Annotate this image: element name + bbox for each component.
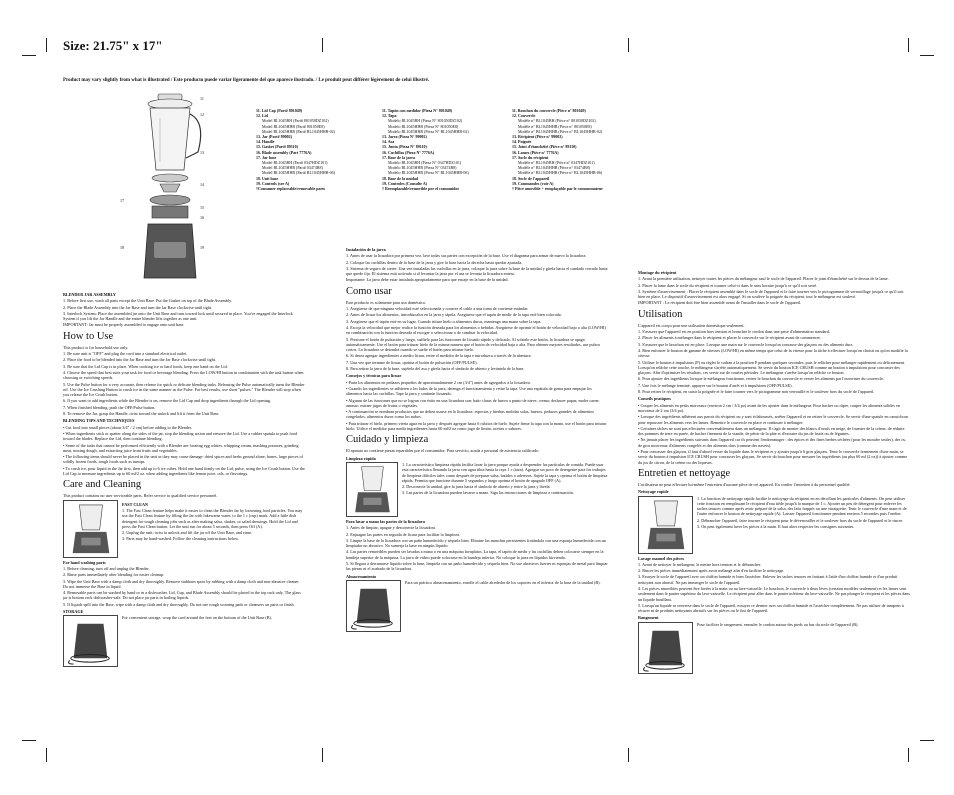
callout-12: 12 [200,112,204,117]
parts-list-line: 12. Couvercle [512,113,536,119]
list-item: • Pour concasser des glaçons, il faut d'abord verser du liquide dans le récipient et y ajouter jusqu'à 6 gros glaçons. Tenir le couvercle fermement d'une main, se servir du bouton à impulsion ICE CRUSH pour concasser les glaçons. Se servir du bouchon pour mesurer les ingrédients (au plus 60 ml (2 oz)) à ajouter comme du jus de citron, de la crème ou des liqueurs. [638,449,908,465]
storage-heading: Rangement [638,615,659,621]
fastclean-heading: Limpieza rápida [346,455,376,461]
section-title: How to Use [63,330,114,342]
callout-16: 16 [200,215,204,220]
list-item: 2. Antes de licuar los alimentos, introdúzcalos en la jarra y tápela. Asegúrese que el tapón de medir de la tapa esté bien colocado. [346,312,562,318]
callout-11: 11 [200,96,204,101]
list-item: • Cuando los ingredientes se adhieren a los lados de la jarra, detenga el funcionamiento y retire la tapa. Use una espátula de goma para empujar los alimentos hacia las cuchillas. Tape la jarra y continúe licuando. [346,385,592,397]
list-item: 1. Antes de usar la licuadora por primera vez, lave todas sus partes con excepción de la base. Use el diagrama para armar de nuevo la licuadora. [346,253,587,259]
parts-list-line: † Pièce amovible + remplaçable par le consommateur [512,186,603,192]
list-item: 2. Place the food to be blended into the Jar Base and turn the Jar Base clockwise until tight. [63,357,217,363]
list-item: 4. Bien enfoncer le bouton de gamme de vitesses (LOW/HI) en même temps que celui de la vitesse pour la tâche à effectuer lorsqu'on choisit ou qu'on modifie la vitesse. [638,347,908,359]
section-title: Entretien et nettoyage [638,467,731,479]
parts-list-line: † Reemplazable/removible por el consumidor [382,186,460,192]
list-item: 6. If you want to add ingredients while the Blender is on, remove the Lid Cap and drop ingredients through the Lid opening. [63,398,272,404]
fastclean-list [402,462,608,517]
crop-mark [46,38,47,52]
list-item: 4. Removable parts can be washed by hand or in a dishwasher. Lid, Cup, and Blade Assembly should be placed in the top rack only. The glass jar is bottom rack dishwasher-safe. Do not place jar parts in boiling liquids. [63,590,301,601]
list-item: • A continuación se nombran productos que no deben usarse en la licuadora: especias y hierbas molidas solas, huesos, pedazos grandes de alimentos congelados, alimentos duros como los nabos. [346,409,594,420]
section-intro: L'appareil est conçu pour une utilisation domestique seulement. [638,322,745,328]
crop-mark [22,740,36,741]
list-item: 7. Une fois le mélange terminé, appuyer sur le bouton d'arrêt et à impulsions (OFF/PULSE). [638,382,793,388]
list-item: 4. Escoja la velocidad que mejor realice la función deseada para los alimentos o bebidas. Asegúrese de oprimir el botón de velocidad bajo o alta (LOW/HI) en combinación con la función deseada al escoger o seleccionar o de cambiar la velocidad. [346,324,606,336]
list-item: 3. Wipe the Unit Base with a damp cloth and dry thoroughly. Remove stubborn spots by rubbing with a damp cloth and non-abrasive cleaner. Do not immerse the Base in liquid. [63,578,300,589]
crop-mark [628,748,629,762]
list-item: 5. Lorsqu'un liquide se renverse dans le socle de l'appareil, essuyer ce dernier avec un chiffon humide et l'assécher complètement. Ne pas utiliser de tampons à récurer ni de produits nettoyants abrasifs sur les pièces ou le fini de l'appareil. [638,602,904,614]
parts-list-line: 14. Poignée [512,139,532,145]
list-item: 3. Essuyer le socle de l'appareil avec un chiffon humide et bien l'assécher. Enlever les taches tenaces en frottant à l'aide d'un chiffon humide et d'un produit nettoyant non abrasif. Ne pas immerger le socle de l'appareil. [638,574,898,585]
parts-list-line: Modèle n° BL1045HHB (Pièce n° BL1045HHB-02) [518,128,603,134]
parts-list-line: 16. Blade assembly (Part 7776A) [256,149,312,155]
assembly-list [63,298,305,327]
list-item: 2. Coloque las cuchillas dentro de la base de la jarra y gire la base hacia la derecha hasta quedar ajustada. [346,259,523,265]
list-item: 8. Pour retirer le récipient, en saisir la poignée et le faire tourner vers le pictogramme non verrouillé et le soulever hors du socle de l'appareil. [638,389,875,395]
section-intro: This product is for household use only. [63,344,129,350]
list-item: 3. On peut également laver les pièces à la main. Il faut alors respecter les consignes suivantes. [697,523,855,529]
fast-clean-illustration [63,500,118,558]
parts-list-line: Model BL1045HHB (Part# 801050E8) [262,123,325,129]
fastclean-heading: FAST CLEAN [122,501,149,507]
parts-list-line: 18. Unit base [256,175,279,181]
parts-list-line: Modèle n° BL1045HHB (Pièce n° 801050E8) [518,123,592,129]
parts-list-line: Modelo BL1045HHB (Pieza N° BL1045HHB-02) [388,128,469,134]
list-item: 2. Place the Blade Assembly into the Jar Base and turn the Jar Base clockwise until tight. [63,304,213,310]
column-english [63,290,305,740]
list-item: Importante: La jarra debe estar instalada apropiadamente para que encaje en la base de la unidad. [346,277,509,283]
list-item: 1. Asegúrese de que ninguna velocidad esté seleccionada y conecte el cable a una toma de corriente estándar. [346,306,529,312]
parts-list-line: 19. Controles (Consulte A) [382,180,428,186]
column-spanish [346,245,608,740]
list-item: 3. Système d'asservissement : Placer le récipient assemblé dans le socle de l'appareil et le faire tourner vers le pictogramme de verrouillage jusqu'à ce qu'il soit bien en place. Le dispositif d'asservissement est alors engagé. Si on soulève la poignée du récipient, tout le mélangeur est soulevé. [638,288,904,300]
list-item: 3. Sistema de seguro de cierre: Una vez instaladas las cuchillas en la jarra, coloque la jarra sobre la base de la unidad y gírela hacia el candado cerrado hasta que quede fija. El sistema está activado si al levantar la jarra por el asa se levanta la licuadora entera. [346,265,608,277]
parts-list-es [382,108,497,191]
crop-mark [322,38,323,52]
section-title: Utilisation [638,308,683,320]
list-item: 2. Débrancher l'appareil, faire tourner le récipient pour le déverrouiller et le soulever hors du socle de l'appareil et le rincer. [697,517,904,523]
crop-mark [920,55,934,56]
crop-mark [628,38,629,52]
list-item: • When ingredients stick or spatter along the sides of the jar, stop the blending action and remove the Lid. Use a rubber spatula to push food toward the blades. Replace the Lid, then continue blending. [63,430,298,442]
list-item: 3. Las partes de la licuadora pueden lavarse a mano. Siga las instrucciones de limpieza a continuación. [402,490,574,496]
handwash-heading: For hand washing parts [63,559,106,565]
list-item: 5. Utiliser le bouton à impulsions (P) ou régler le cadran à la position P pendant quelques secondes, puis le relâcher pour mélanger rapidement ou délicatement. Lorsqu'on relâche cette touche, le mélangeur s'arrête automatiquement. Se servir du bouton ICE CRUSH comme un bouton à impulsions pour concasser des glaçons. Afin d'optimiser les résultats, ces servir sur de courtes périodes. Le mélangeur s'arrête lorsqu'on relâche ce bouton. [638,359,906,376]
list-item: 5. Si llegara a derramarse líquido sobre la base, límpiela con un paño humedecido y séquela bien. No use abrasivos fuertes ni esponjas de metal para limpiar las piezas ni el acabado de la licuadora. [346,560,608,572]
fastclean-list [697,496,910,554]
parts-list-line: Modelo BL1045HHB (Pieza N° 03474B8) [388,165,457,171]
list-item: 8. Para retirar la jarra de la base, sujétela del asa y gírela hacia el símbolo de abierto y levántela de la base. [346,366,525,372]
list-item: 1. The Fast Clean feature helps make it easier to clean the Blender Jar by loosening food particles. You may use the Fast Clean feature by filling the Jar with lukewarm water, to the 1 c (cup) mark. Add a little dish detergent for tough cleaning jobs such as after making salsa, shakes, or salad dressings. Hold the Lid and press the Fast Clean button. Let the unit run for about 5 seconds, then press Off (A). [122,507,303,529]
list-item: 3. Asegúrese que el tapón esté en su lugar. Cuando triture hielo u alimentos duros, mantenga una mano sobre la tapa. [346,318,542,324]
storage-illustration [346,580,401,632]
list-item: 3. Limpie la base de la licuadora con un paño humedecido y séquela bien. Elimine las manchas persistentes frotándola con una esponja humedecida con un limpiador no abrasivo. No sumerja la base en ningún líquido. [346,537,606,549]
parts-list-line: 18. Base de la unidad [382,175,419,181]
list-item: • Ne jamais placer les ingrédients suivants dans l'appareil car ils peuvent l'endommager : des épices et des fines herbes séchées (pour les moudre seules), des os, de gros morceaux d'aliments congelés et des aliments durs (comme des navets). [638,437,907,448]
parts-list-line: Model BL1045BH (Part# 0347HDZ101) [262,160,328,166]
list-item: 1. Before first use, wash all parts except the Unit Base. Put the Gasket on top of the Blade Assembly. [63,298,232,304]
parts-list-line: 11. Lid Cap (Part# 801049) [256,108,303,113]
fastclean-heading: Nettoyage rapide [638,489,669,495]
list-item: • Algunas de las funciones que no se logran con éxito en una licuadora son: batir claras de huevo a punto de nieve, crema; deshacer papas; moler carne; amasar; extraer jugos de frutas o vegetales. [346,397,600,408]
parts-list-line: Model BL1045HHB (Part# BL1045HHB-06) [262,170,335,176]
list-item: 6. Pour ajouter des ingrédients lorsque le mélangeur fonctionne, retirer le bouchon du couvercle et verser les aliments par l'ouverture du couvercle. [638,376,884,382]
parts-list-line: 19. Commandes (voir A) [512,180,554,186]
howto-list [638,329,910,394]
product-note: Product may vary slightly from what is illustrated / Este producto puede variar ligeramente del que aparece ilustrado. / Le produit peut différer légèrement de celui illustré. [63,78,430,83]
list-item: 2. Rinse parts immediately after blending for easier cleanup. [63,572,165,578]
callout-13: 13 [200,150,204,155]
parts-list-line: 16. Cuchillas (Pieza N° 7776A) [382,149,435,155]
parts-list-line: 15. Junta (Pieza N° 89110) [382,144,427,150]
list-item: 3. Be sure that the Lid Cup is in place. When cooking ice or hard foods, keep one hand on the Lid. [63,363,228,369]
tips-heading: Conseils pratiques [638,396,671,402]
tips-heading: BLENDING TIPS AND TECHNIQUES [63,418,135,424]
storage-text: Para un práctico almacenamiento, enrolle el cable alrededor de los soportes en el inferior de la base de la unidad (B). [405,579,601,585]
list-item: 7. When finished blending, push the OFF/Pulse button. [63,404,156,410]
list-item: • Some of the tasks that cannot be performed efficiently with a Blender are: beating egg whites, whipping cream, mashing potatoes, grinding meat, mixing dough, and extracting juice from fruits and vegetables. [63,442,299,453]
storage-illustration [638,622,693,674]
list-item: 1. La característica limpieza rápida facilita lavar la jarra porque ayuda a desprender las partículas de comida. Puede usar esta característica llenando la jarra con agua tibia hasta la raya 1 c (taza). Agregue un poco de detergente para los trabajos de limpieza difíciles tales como después de preparar salsa, batidos o aderezos. Sujete la tapa y oprima el botón de limpieza rápida. Permita que funcione durante 5 segundos y luego oprima el botón de apagado OFF (A). [402,461,608,483]
tips-list [638,403,910,465]
assembly-list [346,253,608,282]
parts-list-line: 19. Controls (see A) [256,180,290,186]
parts-list-en [256,108,356,191]
tips-heading: Consejos y técnicas para licuar [346,373,402,379]
parts-list-line: Modèle n° BL1045HHB (Pièce n° 03474B8) [518,165,590,171]
crop-mark [908,38,909,52]
list-item: • The following items should never be placed in the unit as they may cause damage: dried spices and herbs ground alone, bones, large pieces of solidly frozen foods, tough foods such as turnips. [63,454,304,465]
list-item: 5. Use the Pulse button for a very accurate, then release for quick or delicate blending tasks. Releasing the Pulse automatically turns the Blender off. Use the Ice Crushing Button to crush ice in the same manner as the Pulse. For best results, use short "pulses." The Blender will stop when you release the Ice Crush button. [63,381,305,398]
assembly-heading: BLENDER JAR ASSEMBLY [63,292,116,297]
parts-list-line: †Consumer replaceable/removable parts [256,186,326,192]
parts-list-line: Model BL1045HHB (Part# BL1045HHB-02) [262,128,335,134]
list-item: 2. Enjuague las partes en seguida de licuar para facilitar la limpieza. [346,531,461,537]
list-item: • Couper les aliments en petits morceaux (environ 2 cm / 3/4 po) avant de les ajouter dans le mélangeur. Pour hacher ou râper, couper les aliments solides en morceaux de 2 cm (3/4 po). [638,402,901,413]
parts-list-line: 13. Jarra (Pieza N° 99002) [382,134,427,140]
crop-mark [22,55,36,56]
list-item: 1. Be sure unit is "OFF" and plug the cord into a standard electrical outlet. [63,351,188,357]
list-item: 1. Avant de nettoyer le mélangeur, le mettre hors tension et le débrancher. [638,561,762,567]
callout-19: 19 [200,245,204,250]
callout-18: 18 [120,245,124,250]
list-item: 1. Avant la première utilisation, nettoyer toutes les pièces du mélangeur sauf le socle de l'appareil. Placer le joint d'étanchéité sur le dessus de la lame. [638,276,889,282]
list-item: • To crush ice, pour liquid in the Jar first, then add up to 6 ice cubes. Hold one hand firmly on the Lid; pulse, using the Ice Crush button. Use the Lid Cap to measure ingredients up to 60 ml/2 oz. when adding ingredients like lemon juice, oils, or flavorings. [63,465,305,477]
callout-15: 15 [200,205,204,210]
section-title: Como usar [346,285,392,297]
parts-list-line: 17. Socle du récipient [512,154,549,160]
list-item: 4. Choose the speed that best suits your task for food or beverage blending. Press the LOW/HI button in combination with the task button when choosing or switching speeds. [63,369,304,381]
parts-list-line: 16. Lames (Pièce n° 7776A) [512,149,559,155]
list-item: 2. Desconecte la unidad, gire la jarra hacia el símbolo de abierto y retire la jarra y lávela. [402,484,551,490]
storage-illustration [63,615,118,667]
parts-list-line: 12. Tapa [382,113,397,119]
list-item: 8. To remove the Jar, grasp the Handle, twist toward the unlock and lift it from the Unit Base. [63,411,220,417]
parts-list-line: 13. Récipient (Pièce n° 99002) [512,134,563,140]
list-item: 3. Parts may be hand-washed. Follow the cleaning instructions below. [122,536,239,542]
crop-mark [322,748,323,762]
howto-list [63,351,305,416]
list-item: 7. Una vez que termine de licuar, oprima el botón de pulsación (OFF/PULSE). [346,359,478,365]
list-item: 1. Antes de limpiar, apague y desconecte la licuadora. [346,525,436,531]
parts-list-line: 14. Handle [256,139,275,145]
parts-list-line: Modelo BL1045HHB (Pieza N° BL1045HHB-06) [388,170,469,176]
crop-mark [920,740,934,741]
list-item: • Certaines tâches ne sont pas effectuées convenablement dans un mélangeur. Il s'agit de monter des blancs d'oeufs en neige, de fouetter de la crème, de réduire des pommes de terre en purée, de hacher finement de la viande, de pétrir de la pâte et d'extraire du jus de fruits ou de légumes. [638,425,905,437]
parts-list-line: 15. Joint d'étanchéité (Pièce n° 89110) [512,144,577,150]
parts-list-line: 17. Jar base [256,154,277,160]
crop-mark [46,748,47,762]
storage-text: Pour faciliter le rangement, enrouler le cordon autour des pieds au bas du socle de l'appareil (B). [697,621,859,627]
parts-list-line: Modèle n° BL1045BH (Pièce n° 0347HDZ101) [518,160,595,166]
list-item: 2. Placer la lame dans le socle du récipient et tourner celui-ci dans le sens horaire jusqu'à ce qu'il soit serré. [638,282,818,288]
storage-heading: Almacenamiento [346,573,377,579]
list-item: 2. Unplug the unit; twist to unlock and lift the jar off the Unit Base, and rinse. [122,530,253,536]
handwash-heading: Para lavar a mano las partes de la licuadora [346,518,425,524]
fast-clean-illustration [346,462,398,517]
parts-list-line: 11. Tapón con medidor (Pieza N° 801049) [382,108,453,113]
handwash-heading: Lavage manuel des pièces [638,555,684,561]
list-item: 6. Si desea agregar ingredientes a medio licuar, retire el medidor de la tapa e introduzca a través de la abertura. [346,353,532,359]
section-intro: L'utilisateur ne peut effectuer lui-même l'entretien d'aucune pièce de cet appareil. En confier l'entretien à du personnel qualifié. [638,481,851,487]
list-item: 2. Rincer les pièces immédiatement après avoir mélangé afin d'en faciliter le nettoyage. [638,568,785,574]
parts-list-line: Modèle n° BL1045HHB (Pièce n° BL1045HHB-06) [518,170,603,176]
parts-list-line: 18. Socle de l'appareil [512,175,550,181]
handwash-list [63,566,305,607]
blender-illustration [118,92,228,282]
list-item: • Cut food into small pieces (about 3/4" / 2 cm) before adding to the Blender. [63,424,193,430]
column-french [638,268,910,740]
section-intro: This product contains no user serviceable parts. Refer service to qualified service personnel. [63,493,218,499]
list-item: IMPORTANT : Le récipient doit être bien assemblé avant de l'installer dans le socle de l'appareil. [638,300,802,306]
list-item: 4. Las partes removibles pueden ser lavadas a mano o en una máquina lavaplatos. La tapa, el tapón de medir y las cuchillas deben colocarse siempre en la bandeja superior de la máquina. La jarra de vidrio puede colocarse en la bandeja inferior. No coloque la jarra en líquidos hirviendo. [346,549,604,560]
parts-list-line: 12. Lid [256,113,269,119]
list-item: 4. Les pièces amovibles peuvent être lavées à la main ou au lave-vaisselle. Le bouchon, le couvercle à deux lèves (certains modèles seulement) et les lames sont seulement dans le panier supérieur du lave-vaisselle. Le récipient peut aller dans le panier inférieur du lave-vaisselle. Ne pas plonger le récipient et les pièces dans un liquide bouillant. [638,585,910,602]
list-item: 5. If liquids spill into the Base, wipe with a damp cloth and dry thoroughly. Do not use rough scouring pads or cleansers on parts or finish. [63,601,295,607]
list-item: 3. S'assurer que le bouchon est en place. Lorsque une main sur le couvercle lorsqu'on concasse des glaçons ou des aliments durs. [638,341,854,347]
parts-list-line: Modelo BL1045BH (Pieza N° 801050DZ102) [388,118,463,124]
section-title: Cuidado y limpieza [346,434,429,446]
storage-heading: STORAGE [63,608,84,614]
handwash-list [638,562,910,614]
list-item: 5. Presione el botón de pulsación y luego, suéltelo para las funciones de licuado rápido y delicado. Al soltarlo este botón, la licuadora se apaga automáticamente. Use el botón para triturar hielo de la misma manera que el botón de velocidad baja o alta. Para obtener mejores resultados, use pulsos cortos. La licuadora se detendrá cuando se suelte el botón para triturar hielo. [346,336,601,353]
parts-list-line: Modelo BL1045BH (Pieza N° 0347HDZ101) [388,160,462,166]
parts-list-line: 11. Bouchon du couvercle (Pièce n° 801049) [512,108,586,113]
fastclean-list [122,508,305,542]
list-item: 1. La fonction de nettoyage rapide facilite le nettoyage du récipient en en décollant les particules d'aliments. On peut utiliser cette fonction en remplissant le récipient d'eau tiède jusqu'à la marque de 1 c. Ajouter un peu de détergent pour enlever les taches tenaces comme après avoir préparé de la salsa, des laits frappés ou une vinaigrette. Tenir le couvercle d'une main et de l'autre enfoncer le bouton de nettoyage rapide (A). Laisser l'appareil fonctionner pendant environ 5 secondes puis l'arrêter. [697,495,907,517]
parts-list-line: Modelo BL1045HHB (Pieza N° 801050E8) [388,123,459,129]
callout-14: 14 [200,182,204,187]
list-item: IMPORTANT: Jar must be properly assembled to engage onto unit base. [63,322,185,328]
fast-clean-illustration [638,496,693,554]
list-item: 3. Interlock System: Place the assembled jar onto the Unit Base and turn toward lock until secured in place. You've engaged the Interlock System if you lift the Jar Handle and the entire blender lifts together as one unit. [63,310,293,322]
list-item: • Para triturar el hielo, primero vierta agua en la jarra y después agregue hasta 6 cubitos de hielo. Sujete firme la tapa con la mano, use el botón para triturar hielo. Utilice el medidor para medir ingredientes hasta 60 ml/2 oz como jugo de limón, aceites o sabores. [346,420,607,432]
parts-list-line: Model BL1045HHB (Part# 03474B8) [262,165,323,171]
assembly-heading: Montage du récipient [638,270,677,275]
list-item: • Lorsque des ingrédients adhèrent aux parois du récipient ou y sont éclaboussés, arrêter l'appareil et en retirer le couvercle. Se servir d'une spatule en caoutchouc pour repousser les aliments vers les lames. Remettre le couvercle en place et continuer à mélanger. [638,414,909,425]
handwash-list [346,525,608,571]
section-intro: El aparato no contiene piezas reparables por el consumidor. Para servicio, acuda a personal de asistencia calificado. [346,448,540,454]
parts-list-line: Model BL1045BH (Part# 801050DZ102) [262,118,329,124]
list-item: 1. Before cleaning, turn off and unplug the Blender. [63,565,150,571]
tips-list [63,425,305,477]
parts-list-line: 14. Asa [382,139,395,145]
list-item: • Parta los alimentos en pedazos pequeños de aproximadamente 2 cm (3/4") antes de agregarlos a la licuadora. [346,379,531,385]
list-item: 1. S'assurer que l'appareil est en position hors tension et brancher le cordon dans une prise d'alimentation standard. [638,329,830,335]
parts-list-line: 15. Gasket (Part# 89110) [256,144,298,150]
list-item: 2. Placer les aliments à mélanger dans le récipient et placer le couvercle sur le récipient avant de commencer. [638,335,821,341]
section-title: Care and Cleaning [63,479,142,491]
crop-mark [908,748,909,762]
callout-17: 17 [120,198,124,203]
page-size-label: Size: 21.75" x 17" [63,38,163,53]
assembly-heading: Instalación de la jarra [346,247,386,252]
howto-list [346,306,608,371]
parts-list-line: Modèle n° BL1045BH (Pièce n° 801050DZ102) [518,118,596,124]
parts-list-fr [512,108,632,191]
tips-list [346,380,608,432]
section-intro: Este producto es solamente para uso doméstico. [346,299,427,305]
storage-text: For convenient storage, wrap the cord around the feet on the bottom of the Unit Base (B). [122,615,273,621]
parts-list-line: 13. Jar (Part# 99002) [256,134,292,140]
parts-list-line: 17. Base de la jarra [382,154,415,160]
assembly-list [638,276,910,305]
